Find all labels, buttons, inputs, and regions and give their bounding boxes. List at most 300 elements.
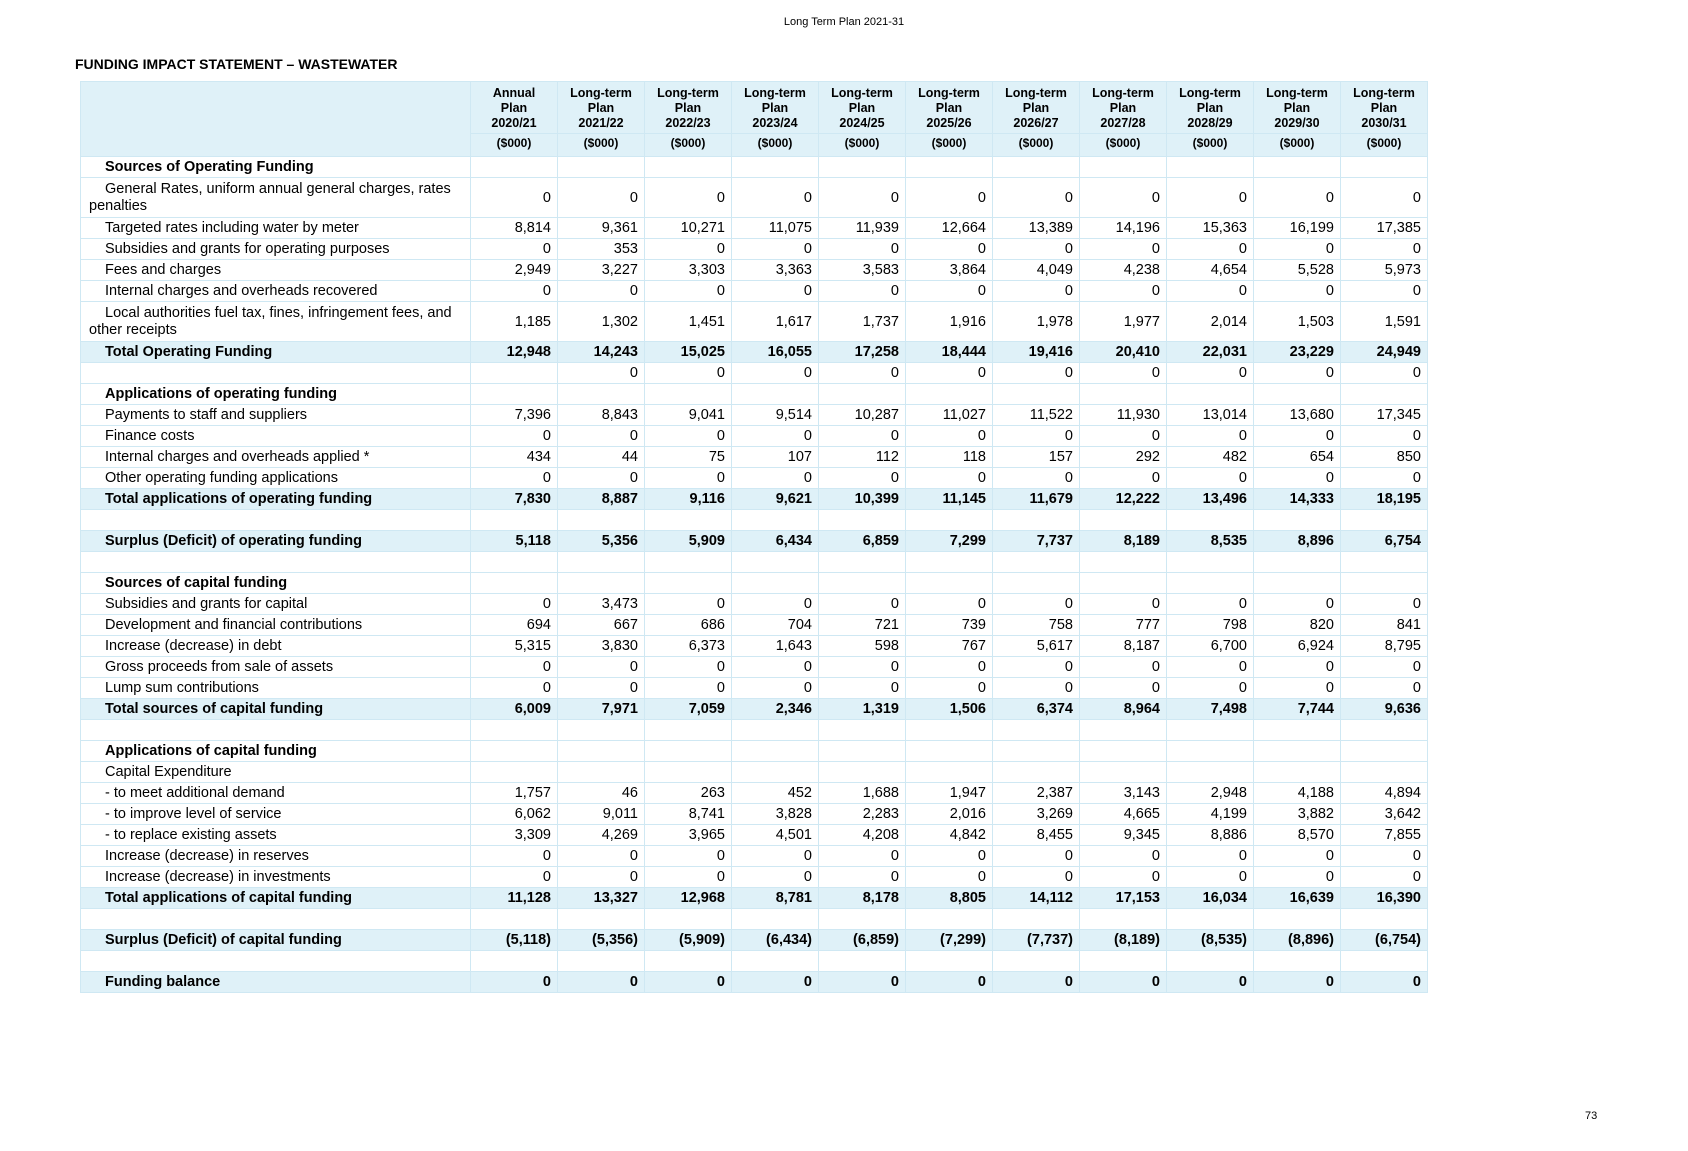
table-row bbox=[81, 302, 1428, 342]
value-cell: (5,118) bbox=[471, 930, 558, 951]
value-cell: 0 bbox=[1167, 657, 1254, 678]
column-header bbox=[1080, 82, 1167, 134]
table-row bbox=[81, 678, 1428, 699]
value-cell: 0 bbox=[819, 594, 906, 615]
value-cell: 3,143 bbox=[1080, 783, 1167, 804]
value-cell: 17,345 bbox=[1341, 405, 1428, 426]
value-cell: 1,503 bbox=[1254, 302, 1341, 342]
value-cell bbox=[1080, 720, 1167, 741]
value-cell bbox=[558, 909, 645, 930]
column-header-line: Long-term bbox=[1353, 86, 1415, 100]
column-header-line: 2024/25 bbox=[839, 116, 885, 130]
row-label: Funding balance bbox=[81, 972, 471, 993]
value-cell: 767 bbox=[906, 636, 993, 657]
value-cell bbox=[471, 573, 558, 594]
section-row bbox=[81, 157, 1428, 178]
value-cell: 0 bbox=[471, 594, 558, 615]
value-cell: 0 bbox=[1341, 972, 1428, 993]
value-cell: 4,842 bbox=[906, 825, 993, 846]
value-cell: 0 bbox=[471, 468, 558, 489]
section-row bbox=[81, 741, 1428, 762]
value-cell: 0 bbox=[558, 468, 645, 489]
value-cell: 1,451 bbox=[645, 302, 732, 342]
column-header bbox=[558, 82, 645, 134]
column-header-line: 2022/23 bbox=[665, 116, 711, 130]
value-cell bbox=[819, 573, 906, 594]
value-cell: 0 bbox=[471, 239, 558, 260]
value-cell bbox=[1341, 741, 1428, 762]
value-cell bbox=[1254, 510, 1341, 531]
value-cell bbox=[1167, 741, 1254, 762]
column-header bbox=[906, 82, 993, 134]
value-cell bbox=[732, 720, 819, 741]
value-cell bbox=[732, 909, 819, 930]
spacer-row bbox=[81, 510, 1428, 531]
value-cell bbox=[1341, 384, 1428, 405]
value-cell: (8,896) bbox=[1254, 930, 1341, 951]
value-cell: 850 bbox=[1341, 447, 1428, 468]
value-cell: 157 bbox=[993, 447, 1080, 468]
value-cell: 3,227 bbox=[558, 260, 645, 281]
row-label: - to improve level of service bbox=[81, 804, 471, 825]
value-cell: 0 bbox=[1341, 678, 1428, 699]
value-cell: 16,199 bbox=[1254, 218, 1341, 239]
value-cell bbox=[471, 909, 558, 930]
row-label: Payments to staff and suppliers bbox=[81, 405, 471, 426]
value-cell bbox=[1341, 951, 1428, 972]
value-cell bbox=[819, 552, 906, 573]
value-cell bbox=[1254, 951, 1341, 972]
value-cell bbox=[1167, 951, 1254, 972]
value-cell: 0 bbox=[732, 239, 819, 260]
value-cell: 11,930 bbox=[1080, 405, 1167, 426]
row-label: Surplus (Deficit) of capital funding bbox=[81, 930, 471, 951]
row-label: Other operating funding applications bbox=[81, 468, 471, 489]
value-cell bbox=[471, 384, 558, 405]
value-cell: 6,009 bbox=[471, 699, 558, 720]
value-cell: 820 bbox=[1254, 615, 1341, 636]
value-cell: 23,229 bbox=[1254, 342, 1341, 363]
value-cell: 0 bbox=[471, 657, 558, 678]
column-header-line: Plan bbox=[761, 101, 789, 115]
value-cell bbox=[819, 157, 906, 178]
value-cell: 3,882 bbox=[1254, 804, 1341, 825]
value-cell bbox=[471, 720, 558, 741]
value-cell: 7,498 bbox=[1167, 699, 1254, 720]
value-cell: 0 bbox=[1080, 426, 1167, 447]
value-cell: 9,621 bbox=[732, 489, 819, 510]
value-cell: 0 bbox=[732, 281, 819, 302]
value-cell: 13,327 bbox=[558, 888, 645, 909]
value-cell: 0 bbox=[819, 867, 906, 888]
value-cell: 292 bbox=[1080, 447, 1167, 468]
value-cell: 263 bbox=[645, 783, 732, 804]
value-cell bbox=[645, 720, 732, 741]
value-cell: 2,346 bbox=[732, 699, 819, 720]
value-cell bbox=[906, 157, 993, 178]
value-cell: 0 bbox=[1254, 867, 1341, 888]
value-cell: 0 bbox=[993, 468, 1080, 489]
value-cell bbox=[1167, 157, 1254, 178]
value-cell: 1,506 bbox=[906, 699, 993, 720]
value-cell bbox=[906, 741, 993, 762]
value-cell bbox=[1254, 720, 1341, 741]
row-label: Sources of Operating Funding bbox=[81, 157, 471, 178]
value-cell: 0 bbox=[558, 846, 645, 867]
column-unit: ($000) bbox=[732, 134, 819, 157]
value-cell: 8,178 bbox=[819, 888, 906, 909]
value-cell bbox=[906, 762, 993, 783]
value-cell: 3,363 bbox=[732, 260, 819, 281]
row-label: Surplus (Deficit) of operating funding bbox=[81, 531, 471, 552]
column-header bbox=[645, 82, 732, 134]
column-header-line: Long-term bbox=[918, 86, 980, 100]
value-cell: 798 bbox=[1167, 615, 1254, 636]
value-cell: 0 bbox=[819, 281, 906, 302]
value-cell bbox=[1254, 157, 1341, 178]
value-cell: 0 bbox=[1341, 468, 1428, 489]
value-cell: 0 bbox=[1254, 178, 1341, 218]
value-cell: 7,855 bbox=[1341, 825, 1428, 846]
value-cell: 0 bbox=[819, 468, 906, 489]
column-header-line: Plan bbox=[500, 101, 528, 115]
row-label bbox=[81, 909, 471, 930]
value-cell bbox=[1341, 573, 1428, 594]
value-cell: 0 bbox=[1080, 867, 1167, 888]
value-cell: 0 bbox=[645, 239, 732, 260]
value-cell: 0 bbox=[819, 657, 906, 678]
value-cell bbox=[558, 510, 645, 531]
table-row bbox=[81, 363, 1428, 384]
value-cell: 11,145 bbox=[906, 489, 993, 510]
value-cell bbox=[819, 762, 906, 783]
value-cell: 0 bbox=[645, 468, 732, 489]
value-cell: 0 bbox=[819, 972, 906, 993]
row-label: Fees and charges bbox=[81, 260, 471, 281]
value-cell: 3,303 bbox=[645, 260, 732, 281]
value-cell: 3,583 bbox=[819, 260, 906, 281]
value-cell: 0 bbox=[1167, 281, 1254, 302]
value-cell: 1,688 bbox=[819, 783, 906, 804]
value-cell: 0 bbox=[819, 178, 906, 218]
value-cell: 0 bbox=[1341, 281, 1428, 302]
value-cell: 1,185 bbox=[471, 302, 558, 342]
row-label: Sources of capital funding bbox=[81, 573, 471, 594]
column-header-line: 2027/28 bbox=[1100, 116, 1146, 130]
value-cell: 11,027 bbox=[906, 405, 993, 426]
value-cell: 667 bbox=[558, 615, 645, 636]
value-cell: 841 bbox=[1341, 615, 1428, 636]
column-header-line: Long-term bbox=[657, 86, 719, 100]
value-cell: 0 bbox=[732, 468, 819, 489]
value-cell: 11,075 bbox=[732, 218, 819, 239]
value-cell: 16,639 bbox=[1254, 888, 1341, 909]
value-cell: 0 bbox=[1341, 363, 1428, 384]
total-row bbox=[81, 489, 1428, 510]
value-cell: 6,434 bbox=[732, 531, 819, 552]
value-cell: 0 bbox=[906, 281, 993, 302]
value-cell: 8,886 bbox=[1167, 825, 1254, 846]
value-cell bbox=[1080, 909, 1167, 930]
value-cell: 12,948 bbox=[471, 342, 558, 363]
value-cell: 0 bbox=[732, 867, 819, 888]
value-cell: 8,535 bbox=[1167, 531, 1254, 552]
value-cell: 0 bbox=[1080, 594, 1167, 615]
value-cell bbox=[1341, 552, 1428, 573]
value-cell bbox=[819, 384, 906, 405]
value-cell: 6,859 bbox=[819, 531, 906, 552]
value-cell: 2,016 bbox=[906, 804, 993, 825]
value-cell bbox=[1167, 384, 1254, 405]
value-cell: 0 bbox=[732, 594, 819, 615]
column-unit: ($000) bbox=[906, 134, 993, 157]
value-cell bbox=[471, 552, 558, 573]
value-cell: 0 bbox=[1254, 281, 1341, 302]
row-label: Total sources of capital funding bbox=[81, 699, 471, 720]
row-label: Gross proceeds from sale of assets bbox=[81, 657, 471, 678]
section-row bbox=[81, 384, 1428, 405]
value-cell bbox=[906, 909, 993, 930]
value-cell: 0 bbox=[993, 178, 1080, 218]
value-cell bbox=[993, 573, 1080, 594]
value-cell: 0 bbox=[1341, 239, 1428, 260]
value-cell bbox=[1254, 573, 1341, 594]
column-header bbox=[1167, 82, 1254, 134]
table-row bbox=[81, 762, 1428, 783]
column-unit: ($000) bbox=[1341, 134, 1428, 157]
column-header-line: Long-term bbox=[1092, 86, 1154, 100]
value-cell: 9,345 bbox=[1080, 825, 1167, 846]
value-cell: 482 bbox=[1167, 447, 1254, 468]
value-cell: 8,455 bbox=[993, 825, 1080, 846]
value-cell bbox=[819, 909, 906, 930]
value-cell: 0 bbox=[471, 178, 558, 218]
value-cell: 0 bbox=[732, 678, 819, 699]
column-header-line: 2028/29 bbox=[1187, 116, 1233, 130]
value-cell bbox=[906, 552, 993, 573]
value-cell bbox=[993, 157, 1080, 178]
value-cell: 8,887 bbox=[558, 489, 645, 510]
value-cell bbox=[471, 157, 558, 178]
value-cell: 1,591 bbox=[1341, 302, 1428, 342]
value-cell: 0 bbox=[993, 846, 1080, 867]
row-label: Internal charges and overheads recovered bbox=[81, 281, 471, 302]
column-header-line: 2025/26 bbox=[926, 116, 972, 130]
value-cell: 3,965 bbox=[645, 825, 732, 846]
value-cell: 0 bbox=[1254, 426, 1341, 447]
value-cell: 10,271 bbox=[645, 218, 732, 239]
value-cell: 4,269 bbox=[558, 825, 645, 846]
value-cell bbox=[558, 762, 645, 783]
value-cell: 0 bbox=[1167, 867, 1254, 888]
value-cell: 9,636 bbox=[1341, 699, 1428, 720]
row-label: Finance costs bbox=[81, 426, 471, 447]
value-cell: 0 bbox=[645, 594, 732, 615]
row-label: Targeted rates including water by meter bbox=[81, 218, 471, 239]
value-cell: 2,014 bbox=[1167, 302, 1254, 342]
column-header bbox=[471, 82, 558, 134]
value-cell: 0 bbox=[906, 846, 993, 867]
value-cell: 694 bbox=[471, 615, 558, 636]
value-cell bbox=[645, 157, 732, 178]
value-cell bbox=[993, 909, 1080, 930]
value-cell: 6,924 bbox=[1254, 636, 1341, 657]
value-cell: 3,309 bbox=[471, 825, 558, 846]
value-cell: 0 bbox=[471, 972, 558, 993]
value-cell bbox=[1167, 573, 1254, 594]
column-header-row bbox=[81, 82, 1428, 134]
column-header-line: Plan bbox=[587, 101, 615, 115]
value-cell: 704 bbox=[732, 615, 819, 636]
value-cell bbox=[558, 720, 645, 741]
value-cell: 17,153 bbox=[1080, 888, 1167, 909]
value-cell: 8,964 bbox=[1080, 699, 1167, 720]
value-cell: 6,062 bbox=[471, 804, 558, 825]
value-cell bbox=[645, 384, 732, 405]
value-cell: 10,399 bbox=[819, 489, 906, 510]
table-row bbox=[81, 594, 1428, 615]
column-header bbox=[732, 82, 819, 134]
value-cell: 0 bbox=[645, 846, 732, 867]
value-cell: 16,390 bbox=[1341, 888, 1428, 909]
value-cell: 8,781 bbox=[732, 888, 819, 909]
value-cell bbox=[993, 720, 1080, 741]
value-cell: 0 bbox=[1080, 846, 1167, 867]
value-cell: 0 bbox=[1167, 178, 1254, 218]
column-header-line: Long-term bbox=[570, 86, 632, 100]
value-cell bbox=[993, 384, 1080, 405]
value-cell: 4,208 bbox=[819, 825, 906, 846]
value-cell: 0 bbox=[1080, 239, 1167, 260]
value-cell: 3,828 bbox=[732, 804, 819, 825]
value-cell: 8,843 bbox=[558, 405, 645, 426]
value-cell: 0 bbox=[558, 363, 645, 384]
page-title: FUNDING IMPACT STATEMENT – WASTEWATER bbox=[75, 56, 398, 72]
value-cell: 18,444 bbox=[906, 342, 993, 363]
table-row bbox=[81, 804, 1428, 825]
value-cell: 0 bbox=[993, 594, 1080, 615]
value-cell: 0 bbox=[906, 657, 993, 678]
value-cell bbox=[1080, 510, 1167, 531]
value-cell bbox=[645, 909, 732, 930]
total-row bbox=[81, 699, 1428, 720]
value-cell: 3,473 bbox=[558, 594, 645, 615]
value-cell bbox=[1167, 510, 1254, 531]
value-cell: 5,528 bbox=[1254, 260, 1341, 281]
value-cell: 11,128 bbox=[471, 888, 558, 909]
value-cell: 0 bbox=[558, 281, 645, 302]
value-cell: 0 bbox=[558, 426, 645, 447]
value-cell: 0 bbox=[1341, 846, 1428, 867]
value-cell: 4,501 bbox=[732, 825, 819, 846]
value-cell: 8,896 bbox=[1254, 531, 1341, 552]
table-row bbox=[81, 867, 1428, 888]
value-cell: 5,315 bbox=[471, 636, 558, 657]
value-cell bbox=[1167, 909, 1254, 930]
value-cell: 2,948 bbox=[1167, 783, 1254, 804]
value-cell: 0 bbox=[732, 846, 819, 867]
value-cell: 4,199 bbox=[1167, 804, 1254, 825]
value-cell: 1,977 bbox=[1080, 302, 1167, 342]
value-cell: 1,302 bbox=[558, 302, 645, 342]
value-cell: 0 bbox=[645, 867, 732, 888]
value-cell: 0 bbox=[645, 657, 732, 678]
value-cell: 0 bbox=[1254, 468, 1341, 489]
row-label bbox=[81, 720, 471, 741]
value-cell: 19,416 bbox=[993, 342, 1080, 363]
column-unit: ($000) bbox=[558, 134, 645, 157]
table-row bbox=[81, 657, 1428, 678]
table-row bbox=[81, 783, 1428, 804]
value-cell: 9,011 bbox=[558, 804, 645, 825]
table-row bbox=[81, 615, 1428, 636]
value-cell: 14,112 bbox=[993, 888, 1080, 909]
value-cell: 1,916 bbox=[906, 302, 993, 342]
value-cell: 15,025 bbox=[645, 342, 732, 363]
value-cell bbox=[819, 510, 906, 531]
value-cell bbox=[1080, 741, 1167, 762]
value-cell bbox=[558, 951, 645, 972]
value-cell bbox=[645, 573, 732, 594]
value-cell bbox=[1080, 157, 1167, 178]
value-cell: 0 bbox=[1167, 846, 1254, 867]
value-cell: 0 bbox=[1254, 678, 1341, 699]
value-cell: 0 bbox=[645, 281, 732, 302]
column-unit: ($000) bbox=[819, 134, 906, 157]
value-cell: 8,187 bbox=[1080, 636, 1167, 657]
value-cell bbox=[906, 573, 993, 594]
row-label: Increase (decrease) in reserves bbox=[81, 846, 471, 867]
section-row bbox=[81, 573, 1428, 594]
value-cell: 4,665 bbox=[1080, 804, 1167, 825]
value-cell bbox=[1341, 720, 1428, 741]
value-cell bbox=[1341, 909, 1428, 930]
value-cell: (7,737) bbox=[993, 930, 1080, 951]
table-row bbox=[81, 260, 1428, 281]
value-cell bbox=[1341, 762, 1428, 783]
value-cell: 0 bbox=[1254, 363, 1341, 384]
value-cell bbox=[1080, 552, 1167, 573]
row-label: Local authorities fuel tax, fines, infringement fees, and other receipts bbox=[81, 302, 471, 342]
value-cell: 75 bbox=[645, 447, 732, 468]
column-unit: ($000) bbox=[645, 134, 732, 157]
total-row bbox=[81, 342, 1428, 363]
value-cell: 0 bbox=[558, 972, 645, 993]
value-cell: 112 bbox=[819, 447, 906, 468]
value-cell: 0 bbox=[1254, 594, 1341, 615]
value-cell bbox=[471, 510, 558, 531]
table-row bbox=[81, 239, 1428, 260]
value-cell bbox=[1080, 573, 1167, 594]
value-cell: 118 bbox=[906, 447, 993, 468]
value-cell: 0 bbox=[993, 239, 1080, 260]
row-label bbox=[81, 552, 471, 573]
value-cell: 6,373 bbox=[645, 636, 732, 657]
column-unit: ($000) bbox=[1080, 134, 1167, 157]
column-header-line: Plan bbox=[935, 101, 963, 115]
value-cell: 17,258 bbox=[819, 342, 906, 363]
row-label: Increase (decrease) in debt bbox=[81, 636, 471, 657]
value-cell: 8,570 bbox=[1254, 825, 1341, 846]
value-cell: 24,949 bbox=[1341, 342, 1428, 363]
value-cell: 0 bbox=[732, 426, 819, 447]
value-cell: (6,754) bbox=[1341, 930, 1428, 951]
value-cell bbox=[906, 720, 993, 741]
column-header-line: 2030/31 bbox=[1361, 116, 1407, 130]
value-cell: 8,795 bbox=[1341, 636, 1428, 657]
column-header bbox=[993, 82, 1080, 134]
value-cell: 0 bbox=[558, 657, 645, 678]
